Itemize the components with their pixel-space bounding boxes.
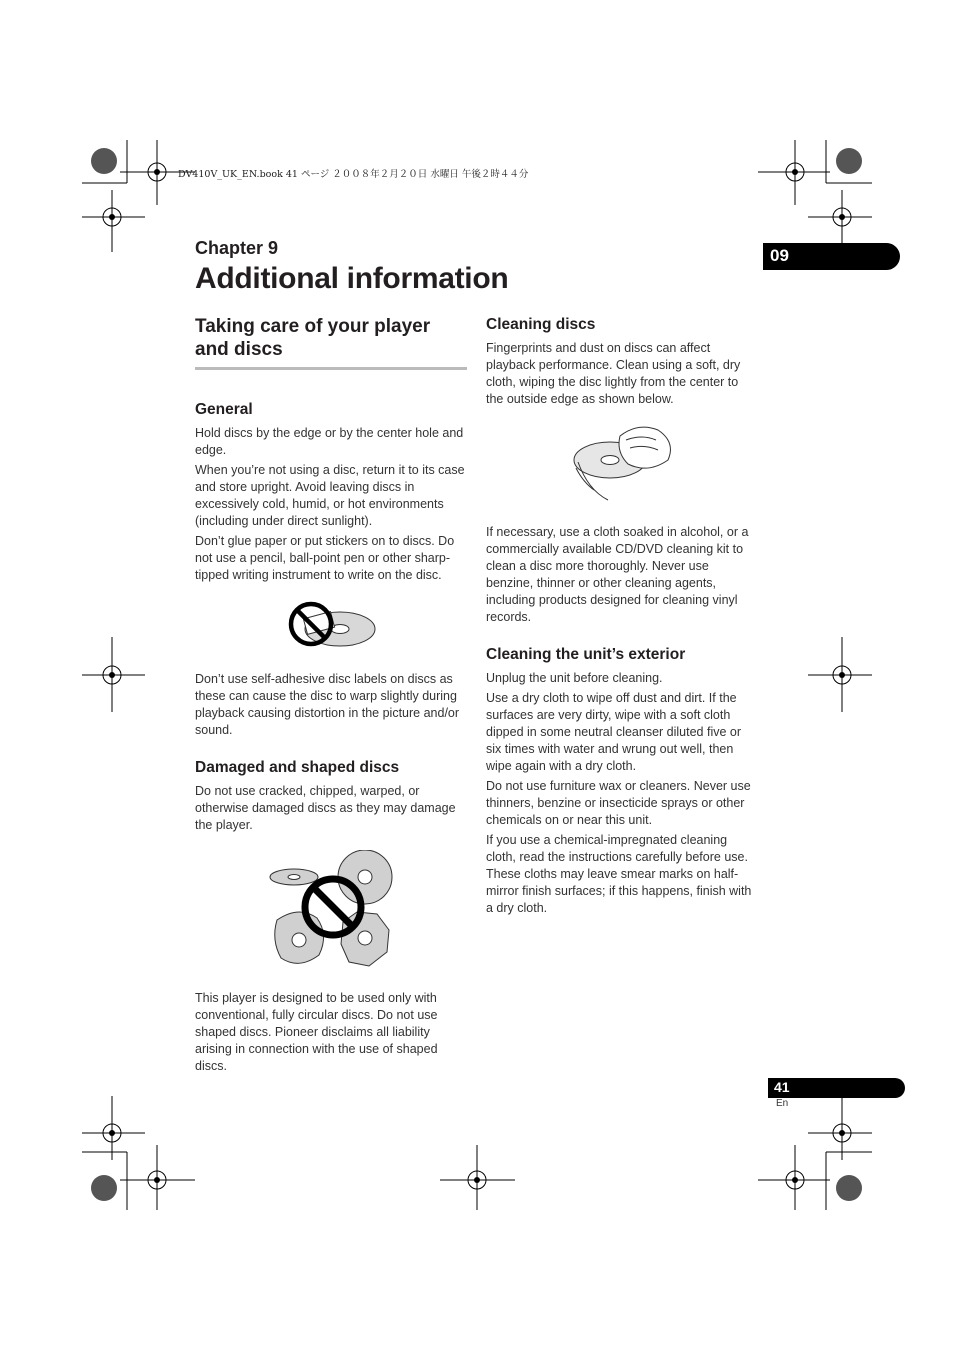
cleaning-exterior-paragraph-2: Use a dry cloth to wipe off dust and dirt. If the surfaces are very dirty, wipe with a soft cloth dipped in some neutral cleanser diluted five or six times with water and wrung out well, then wipe again with a dry cloth.	[486, 691, 742, 773]
chapter-tab-number: 09	[770, 246, 789, 265]
cleaning-exterior-paragraph-4: If you use a chemical-impregnated cleaning cloth, read the instructions carefully before use. These cloths may leave smear marks on half-mirror finish surfaces; if this happens, finish with a dry cloth.	[486, 833, 752, 915]
cleaning-exterior-paragraph-1: Unplug the unit before cleaning.	[486, 671, 663, 685]
cleaning-discs-heading: Cleaning discs	[486, 316, 596, 333]
no-sticker-illustration	[285, 597, 385, 659]
cleaning-discs-paragraph-1: Fingerprints and dust on discs can affect playback performance. Clean using a soft, dry cloth, wiping the disc lightly from the center to the outside edge as shown below.	[486, 341, 741, 406]
cleaning-exterior-paragraph-3: Do not use furniture wax or cleaners. Never use thinners, benzine or insecticide sprays or other chemicals on or near this unit.	[486, 779, 751, 827]
general-paragraph-4: Don’t use self-adhesive disc labels on discs as these can cause the disc to warp slightly during playback causing distortion in the picture and/or sound.	[195, 672, 460, 737]
wiping-disc-illustration	[568, 420, 678, 504]
cleaning-discs-paragraph-2: If necessary, use a cloth soaked in alcohol, or a commercially available CD/DVD cleaning kit to clean a disc more thoroughly. Never use benzine, thinner or other cleaning agents, including products designed for cleaning vinyl records.	[486, 525, 749, 624]
general-paragraph-1: Hold discs by the edge or by the center hole and edge.	[195, 426, 464, 457]
left-column	[195, 315, 467, 1078]
general-paragraph-3: Don’t glue paper or put stickers on to discs. Do not use a pencil, ball-point pen or other sharp-tipped writing instrument to write on the disc.	[195, 534, 455, 582]
section-title: Taking care of your player and discs	[195, 315, 467, 370]
page-number-tab	[768, 1078, 905, 1098]
damaged-paragraph-2: This player is designed to be used only with conventional, fully circular discs. Do not use shaped discs. Pioneer disclaims all liability arising in connection with the use of shaped discs.	[195, 991, 438, 1073]
chapter-label: Chapter 9	[195, 238, 279, 258]
general-paragraph-2: When you’re not using a disc, return it to its case and store upright. Avoid leaving discs in excessively cold, humid, or hot environments (including under direct sunlight).	[195, 463, 465, 528]
right-column	[486, 315, 758, 920]
chapter-tab	[763, 243, 900, 270]
page-number: 41	[774, 1079, 790, 1095]
general-heading: General	[195, 401, 253, 418]
damaged-paragraph-1: Do not use cracked, chipped, warped, or otherwise damaged discs as they may damage the player.	[195, 784, 456, 832]
print-header: DV410V_UK_EN.book 41 ページ ２００８年２月２０日 水曜日 午後２時４４分	[178, 169, 529, 180]
damaged-heading: Damaged and shaped discs	[195, 759, 400, 776]
chapter-title: Additional information	[195, 262, 509, 295]
page-language: En	[776, 1098, 789, 1109]
damaged-discs-illustration	[269, 850, 399, 972]
cleaning-exterior-heading: Cleaning the unit’s exterior	[486, 646, 686, 663]
